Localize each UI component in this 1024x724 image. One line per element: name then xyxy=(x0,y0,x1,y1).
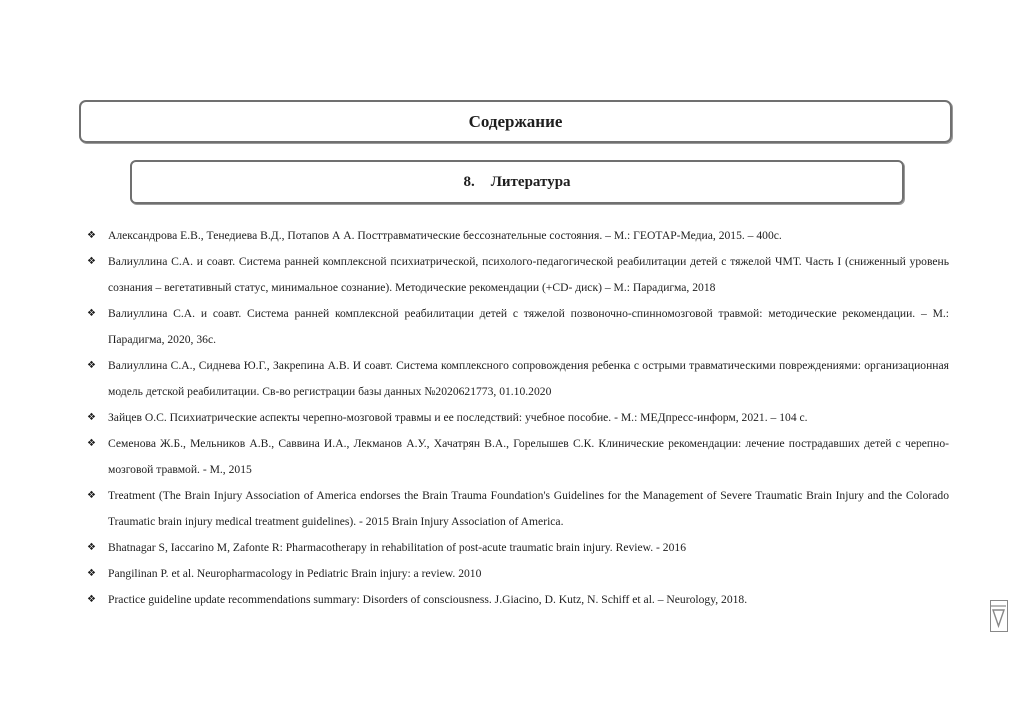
reference-text: Валиуллина С.А. и соавт. Система ранней комплексной психиатрической, психолого-педагогической реабилитации детей с тяжелой ЧМТ. Часть I (сниженный уровень сознания – вегетативный статус, минимальное сознание). Методические рекомендации (+CD- диск) – М.: Парадигма, 2018 xyxy=(108,255,949,294)
reference-text: Валиуллина С.А., Сиднева Ю.Г., Закрепина А.В. И соавт. Система комплексного сопровождения ребенка с острыми травматическими повреждениями: организационная модель детской реабилитации. Св-во регистрации базы данных №2020621773, 01.10.2020 xyxy=(108,359,949,398)
reference-item xyxy=(87,301,949,353)
bullet-icon: ❖ xyxy=(87,412,96,423)
reference-item xyxy=(87,353,949,405)
reference-item xyxy=(87,535,949,561)
reference-text: Семенова Ж.Б., Мельников А.В., Саввина И.А., Лекманов А.У., Хачатрян В.А., Горелышев С.К. Клинические рекомендации: лечение пострадавших детей с черепно-мозговой травмой. - М., 2015 xyxy=(108,437,949,476)
section-number: 8. xyxy=(463,173,475,190)
section-title: Литература xyxy=(490,173,571,190)
next-page-button[interactable] xyxy=(990,600,1008,632)
reference-item xyxy=(87,431,949,483)
reference-text: Зайцев О.С. Психиатрические аспекты черепно-мозговой травмы и ее последствий: учебное пособие. - М.: МЕДпресс-информ, 2021. – 104 с. xyxy=(108,411,808,424)
contents-header[interactable] xyxy=(79,100,952,143)
reference-item xyxy=(87,249,949,301)
bullet-icon: ❖ xyxy=(87,594,96,605)
bullet-icon: ❖ xyxy=(87,568,96,579)
reference-text: Александрова Е.В., Тенедиева В.Д., Потапов А А. Посттравматические бессознательные состояния. – М.: ГЕОТАР-Медиа, 2015. – 400с. xyxy=(108,229,782,242)
reference-item xyxy=(87,587,949,613)
reference-text: Pangilinan P. et al. Neuropharmacology in Pediatric Brain injury: a review. 2010 xyxy=(108,567,482,580)
bullet-icon: ❖ xyxy=(87,542,96,553)
reference-text: Bhatnagar S, Iaccarino M, Zafonte R: Pharmacotherapy in rehabilitation of post-acute traumatic brain injury. Review. - 2016 xyxy=(108,541,686,554)
reference-text: Practice guideline update recommendations summary: Disorders of consciousness. J.Giacino, D. Kutz, N. Schiff et al. – Neurology, 2018. xyxy=(108,593,748,606)
bullet-icon: ❖ xyxy=(87,360,96,371)
reference-item xyxy=(87,405,949,431)
reference-item xyxy=(87,223,949,249)
bullet-icon: ❖ xyxy=(87,256,96,267)
bullet-icon: ❖ xyxy=(87,230,96,241)
contents-title: Содержание xyxy=(468,111,563,131)
reference-list xyxy=(87,223,949,613)
down-arrow-icon xyxy=(991,601,1006,630)
section-header xyxy=(130,160,904,204)
bullet-icon: ❖ xyxy=(87,438,96,449)
reference-text: Treatment (The Brain Injury Association of America endorses the Brain Trauma Foundation's Guidelines for the Management of Severe Traumatic Brain Injury and the Colorado Traumatic brain injury medical treatment guidelines). - 2015 Brain Injury Association of America. xyxy=(108,489,949,528)
bullet-icon: ❖ xyxy=(87,308,96,319)
reference-item xyxy=(87,483,949,535)
reference-text: Валиуллина С.А. и соавт. Система ранней комплексной реабилитации детей с тяжелой позвоночно-спинномозговой травмой: методические рекомендации. – М.: Парадигма, 2020, 36с. xyxy=(108,307,949,346)
reference-item xyxy=(87,561,949,587)
bullet-icon: ❖ xyxy=(87,490,96,501)
